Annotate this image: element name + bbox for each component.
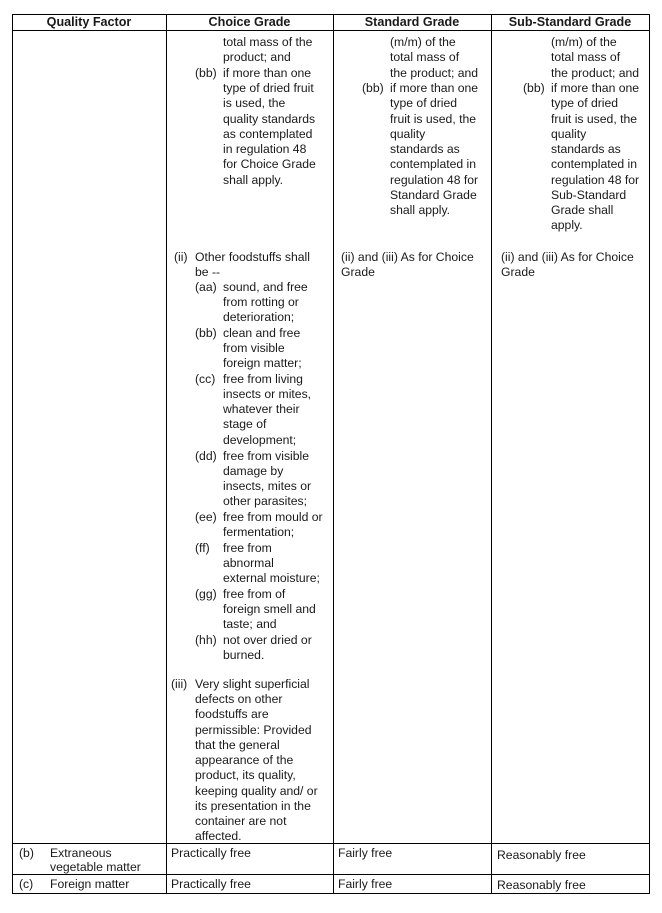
factor-line: vegetable matter <box>50 860 141 874</box>
item-marker: (aa) <box>195 280 217 294</box>
text-line: total mass of <box>390 50 460 64</box>
text-line: (m/m) of the <box>390 35 456 49</box>
text-line: sound, and free <box>223 280 308 294</box>
standard-value: Fairly free <box>338 846 393 860</box>
substandard-value: Reasonably free <box>497 848 586 862</box>
text-line: shall apply. <box>390 203 451 217</box>
item-marker: (cc) <box>195 372 216 386</box>
text-line: free from living <box>223 372 303 386</box>
col-line-2 <box>333 14 334 894</box>
text-line: regulation 48 for <box>390 173 479 187</box>
text-line: shall apply. <box>223 173 284 187</box>
text-line: type of dried fruit <box>223 81 314 95</box>
text-line: whatever their <box>223 402 300 416</box>
text-line: standards as <box>390 142 460 156</box>
text-line: type of dried <box>390 96 458 110</box>
factor-line: Extraneous <box>50 846 112 860</box>
text-line: if more than one <box>223 66 312 80</box>
text-line: be -- <box>195 265 221 279</box>
text-line: as contemplated <box>223 127 313 141</box>
text-line: Grade shall <box>551 203 614 217</box>
text-line: free from visible <box>223 449 310 463</box>
text-line: type of dried <box>551 96 619 110</box>
text-line: insects or mites, <box>223 387 312 401</box>
text-line: affected. <box>195 829 242 843</box>
text-line: quality standards <box>223 112 316 126</box>
text-line: free from mould or <box>223 510 323 524</box>
text-line: permissible: Provided <box>195 723 312 737</box>
text-line: keeping quality and/ or <box>195 784 318 798</box>
text-line: fruit is used, the <box>551 112 638 126</box>
text-line: if more than one <box>551 81 640 95</box>
text-line: for Choice Grade <box>223 157 316 171</box>
standard-clause-ii-iii: (ii) and (iii) As for Choice <box>341 250 474 264</box>
text-line: the product; and <box>551 66 640 80</box>
text-line: free from of <box>223 587 286 601</box>
standard-value: Fairly free <box>338 877 393 891</box>
row-marker: (c) <box>19 877 34 891</box>
text-line: standards as <box>551 142 621 156</box>
choice-value: Practically free <box>171 877 251 891</box>
text-line: Very slight superficial <box>195 677 310 691</box>
text-line: appearance of the <box>195 753 294 767</box>
text-line: other parasites; <box>223 494 308 508</box>
text-line: external moisture; <box>223 571 320 585</box>
text-line: foreign smell and <box>223 602 316 616</box>
choice-value: Practically free <box>171 846 251 860</box>
text-line: burned. <box>223 648 265 662</box>
substandard-clause-ii-iii-cont: Grade <box>501 265 535 279</box>
text-line: Other foodstuffs shall <box>195 250 310 264</box>
item-marker: (ee) <box>195 510 217 524</box>
item-marker: (bb) <box>523 81 545 95</box>
clause-marker: (iii) <box>171 677 188 691</box>
col-line-1 <box>166 14 167 894</box>
item-marker: (ff) <box>195 541 210 555</box>
text-line: free from <box>223 541 272 555</box>
text-line: its presentation in the <box>195 799 311 813</box>
item-marker: (dd) <box>195 449 217 463</box>
text-line: clean and free <box>223 326 301 340</box>
item-marker: (bb) <box>195 66 217 80</box>
text-line: apply. <box>551 218 583 232</box>
substandard-value: Reasonably free <box>497 878 586 892</box>
text-line: in regulation 48 <box>223 142 307 156</box>
text-line: that the general <box>195 738 280 752</box>
text-line: stage of <box>223 417 267 431</box>
text-line: taste; and <box>223 617 277 631</box>
text-line: insects, mites or <box>223 479 312 493</box>
text-line: foreign matter; <box>223 356 302 370</box>
text-line: development; <box>223 433 297 447</box>
text-line: foodstuffs are <box>195 707 269 721</box>
header-quality-factor: Quality Factor <box>46 15 132 29</box>
text-line: fruit is used, the <box>390 112 477 126</box>
header-choice-grade: Choice Grade <box>208 15 291 29</box>
text-line: damage by <box>223 464 284 478</box>
text-line: regulation 48 for <box>551 173 640 187</box>
text-line: quality <box>390 127 426 141</box>
col-line-left <box>12 14 13 894</box>
standard-clause-ii-iii-cont: Grade <box>341 265 375 279</box>
substandard-clause-ii-iii: (ii) and (iii) As for Choice <box>501 250 634 264</box>
text-line: the product; and <box>390 66 479 80</box>
item-marker: (bb) <box>362 81 384 95</box>
text-line: not over dried or <box>223 633 312 647</box>
text-line: fermentation; <box>223 525 295 539</box>
text-line: product; and <box>223 50 291 64</box>
header-standard-grade: Standard Grade <box>364 15 460 29</box>
text-line: from rotting or <box>223 295 299 309</box>
text-line: (m/m) of the <box>551 35 617 49</box>
text-line: total mass of the <box>223 35 313 49</box>
text-line: abnormal <box>223 556 274 570</box>
factor-line: Foreign matter <box>50 877 130 891</box>
text-line: from visible <box>223 341 285 355</box>
item-marker: (hh) <box>195 633 217 647</box>
text-line: deterioration; <box>223 310 295 324</box>
text-line: defects on other <box>195 692 283 706</box>
text-line: Sub-Standard <box>551 188 627 202</box>
clause-marker: (ii) <box>174 250 188 264</box>
col-line-right <box>649 14 650 894</box>
text-line: container are not <box>195 814 287 828</box>
text-line: quality <box>551 127 587 141</box>
row-divider-b <box>12 843 650 844</box>
text-line: Standard Grade <box>390 188 477 202</box>
header-substandard-grade: Sub-Standard Grade <box>508 15 632 29</box>
row-marker: (b) <box>19 846 34 860</box>
text-line: if more than one <box>390 81 479 95</box>
text-line: contemplated in <box>551 157 638 171</box>
item-marker: (bb) <box>195 326 217 340</box>
col-line-3 <box>491 14 492 894</box>
text-line: is used, the <box>223 96 286 110</box>
text-line: product, its quality, <box>195 768 296 782</box>
item-marker: (gg) <box>195 587 217 601</box>
text-line: contemplated in <box>390 157 477 171</box>
text-line: total mass of <box>551 50 621 64</box>
